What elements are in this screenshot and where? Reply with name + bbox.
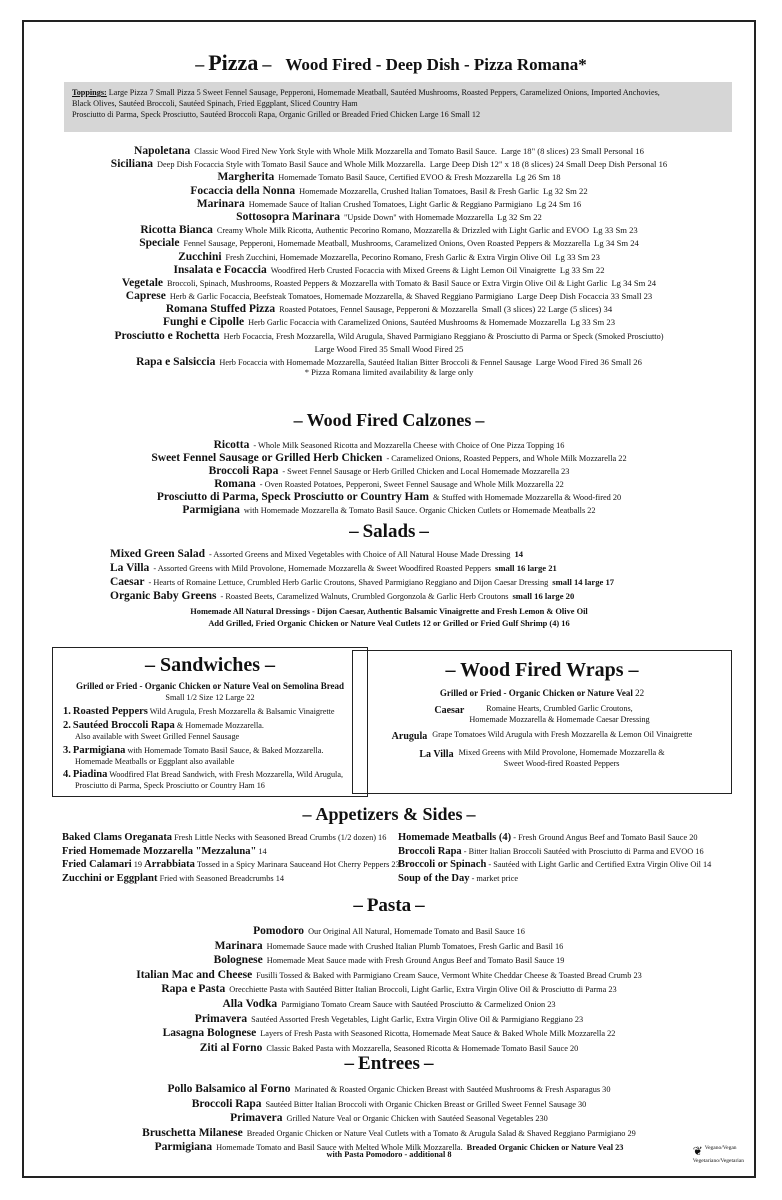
pizza-item-price: Small (3 slices) 22 Large (5 slices) 34 xyxy=(481,304,613,315)
salad-item-name: La Villa xyxy=(110,562,150,574)
salad-item xyxy=(110,588,744,602)
pasta-item xyxy=(24,949,754,967)
salad-item-name: Organic Baby Greens xyxy=(110,590,217,602)
sandwiches-heading: – Sandwiches – xyxy=(144,654,276,676)
sandwich-item-number: 2. xyxy=(63,720,71,732)
legend-vegetarian: Vegetariano/Vegetarian xyxy=(692,1157,744,1164)
pizza-item-desc: Herb Garlic Focaccia with Caramelized Onions, Sautéed Mushrooms & Homemade Mozzarella xyxy=(248,318,567,328)
pizza-item xyxy=(24,180,754,197)
appetizers-right-1-name: Broccoli Rapa xyxy=(398,845,462,857)
wrap-item-name: La Villa xyxy=(419,749,454,761)
wraps-box xyxy=(352,650,732,794)
appetizer-row xyxy=(62,831,402,845)
pizza-item-price: Large 18" (8 slices) 23 Small Personal 16 xyxy=(500,146,644,156)
salad-item-name: Mixed Green Salad xyxy=(110,548,205,560)
pasta-item-name: Primavera xyxy=(194,1012,248,1025)
calzone-list xyxy=(24,434,754,516)
sandwich-item-name: Sautéed Broccoli Rapa xyxy=(72,720,175,732)
pasta-item xyxy=(24,978,754,996)
sandwich-item-name: Parmigiana xyxy=(72,744,126,756)
wrap-item-desc2: Homemade Mozzarella & Homemade Caesar Dressing xyxy=(469,714,650,724)
entrees-heading: – Entrees – xyxy=(344,1053,434,1074)
sandwich-item-desc: Wild Arugula, Fresh Mozzarella & Balsamic Vinaigrette xyxy=(149,707,335,716)
pasta-item xyxy=(24,1008,754,1023)
sandwiches-title: Sandwiches xyxy=(159,654,261,676)
pasta-item-desc: Homemade Meat Sauce made with Fresh Ground Angus Beef and Tomato Basil Sauce 19 xyxy=(266,956,565,966)
entree-item xyxy=(24,1078,754,1093)
entree-item-desc: Homemade Tomato and Basil Sauce with Melted Whole Milk Mozzarella. xyxy=(216,1143,463,1153)
pizza-item-name: Rapa e Salsiccia xyxy=(136,356,216,368)
appetizers-heading: – Appetizers & Sides – xyxy=(302,804,476,824)
pasta-item xyxy=(24,920,754,935)
pizza-item-desc: Homemade Mozzarella, Crushed Italian Tomatoes, Basil & Fresh Garlic xyxy=(299,186,539,196)
pizza-item xyxy=(24,140,754,157)
salad-item-price: 14 xyxy=(514,549,524,559)
appetizers-left-2-desc: 19 xyxy=(133,860,143,870)
calzone-item-desc: with Homemade Mozzarella & Tomato Basil Sauce. Organic Chicken Cutlets or Homemade Meatballs 22 xyxy=(243,506,596,515)
salads-title: Salads xyxy=(362,521,416,542)
entree-item-name: Parmigiana xyxy=(154,1141,213,1154)
sandwich-item-desc2: Prosciutto di Parma, Speck Prosciutto or Country Ham 16 xyxy=(75,781,265,790)
wrap-item xyxy=(353,748,731,769)
appetizer-row xyxy=(62,845,402,859)
wrap-item-name: Arugula xyxy=(391,731,428,743)
pizza-item-desc: Homemade Sauce of Italian Crushed Tomatoes, Light Garlic & Reggiano Parmigiano xyxy=(248,199,533,209)
pasta-item-desc: Orecchiette Pasta with Sautéed Bitter Italian Broccoli, Light Garlic, Extra Virgin Olive Oil & Prosciutto di Parma 23 xyxy=(229,985,617,995)
entree-item-desc: Grilled Nature Veal or Organic Chicken with Sautéed Seasonal Vegetables 230 xyxy=(286,1114,548,1124)
entree-item-desc: Sautéed Bitter Italian Broccoli with Organic Chicken Breast or Grilled Sweet Fennel Sausage 30 xyxy=(265,1099,587,1109)
pizza-item-price: Lg 34 Sm 24 xyxy=(594,238,639,249)
appetizer-row xyxy=(62,858,402,872)
pizza-item xyxy=(24,325,754,342)
entrees-title: Entrees xyxy=(358,1053,420,1074)
appetizers-left-1-name: Fried Homemade Mozzarella "Mezzaluna" xyxy=(62,845,257,857)
calzone-item-name: Sweet Fennel Sausage or Grilled Herb Chicken xyxy=(151,452,383,464)
calzone-item xyxy=(24,460,754,477)
pizza-item-name: Focaccia della Nonna xyxy=(190,184,296,197)
salad-item-desc: - Assorted Greens with Mild Provolone, Homemade Mozzarella & Sweet Woodfired Roasted Peppers xyxy=(153,564,491,573)
pasta-item-name: Rapa e Pasta xyxy=(161,983,226,996)
salads-note-2: Add Grilled, Fried Organic Chicken or Nature Veal Cutlets 12 or Grilled or Fried Gulf Shrimp (4) 16 xyxy=(208,619,570,628)
side-row xyxy=(398,845,738,859)
pasta-item xyxy=(24,1022,754,1040)
salad-list xyxy=(110,546,744,602)
toppings-label: Toppings: xyxy=(72,88,107,97)
wrap-item-desc-block xyxy=(459,748,665,769)
sandwiches-subtitle: Grilled or Fried - Organic Chicken or Nature Veal on Semolina Bread xyxy=(75,681,345,691)
pizza-item-price: Lg 33 Sm 23 xyxy=(555,251,600,262)
toppings-line-3: Prosciutto di Parma, Speck Prosciutto, Sautéed Broccoli Rapa, Organic Grilled or Breaded Fried Chicken Large 16 Small 12 xyxy=(72,110,481,120)
pizza-item xyxy=(24,219,754,237)
sandwich-item-desc: with Homemade Tomato Basil Sauce, & Baked Mozzarella. xyxy=(127,745,324,755)
pasta-title: Pasta xyxy=(366,895,412,916)
pizza-item-name: Zucchini xyxy=(178,250,222,263)
entree-item-name: Bruschetta Milanese xyxy=(142,1126,243,1139)
pizza-item-price: Large Deep Dish 12" x 18 (8 slices) 24 Small Deep Dish Personal 16 xyxy=(429,159,668,170)
pasta-item-name: Pomodoro xyxy=(253,925,305,937)
pizza-item-name: Vegetale xyxy=(121,276,163,289)
pasta-item-desc: Parmigiano Tomato Cream Sauce with Sautéed Prosciutto & Carmelized Onion 23 xyxy=(281,999,556,1009)
calzone-item-desc: - Whole Milk Seasoned Ricotta and Mozzarella Cheese with Choice of One Pizza Topping 16 xyxy=(253,441,565,450)
salad-item-desc: - Roasted Beets, Caramelized Walnuts, Crumbled Gorgonzola & Garlic Herb Croutons xyxy=(220,592,509,601)
pizza-item xyxy=(24,311,754,329)
appetizers-left-2-name: Fried Calamari xyxy=(62,859,132,871)
diet-legend xyxy=(693,1145,744,1164)
pizza-item-desc: Fennel Sausage, Pepperoni, Homemade Meatball, Mushrooms, Caramelized Onions, Oven Roasted Peppers & Mozzarella xyxy=(183,239,591,249)
pizza-heading: – Pizza – Wood Fired - Deep Dish - Pizza Romana* xyxy=(195,50,587,75)
pizza-item-price: Large Deep Dish Focaccia 33 Small 23 xyxy=(517,291,653,302)
appetizers-left-0-name: Baked Clams Oreganata xyxy=(62,832,173,843)
sandwich-item xyxy=(63,705,359,718)
pasta-item xyxy=(24,993,754,1008)
pizza-item-desc: Homemade Tomato Basil Sauce, Certified EVOO & Fresh Mozzarella xyxy=(278,173,512,183)
pizza-title: Pizza xyxy=(208,50,259,75)
pizza-item-price: Lg 26 Sm 18 xyxy=(515,172,561,183)
pizza-item-name: Napoletana xyxy=(134,145,191,157)
pasta-item-name: Italian Mac and Cheese xyxy=(136,968,253,981)
entree-item xyxy=(24,1107,754,1125)
sandwich-item-desc2: Homemade Meatballs or Eggplant also available xyxy=(75,756,235,766)
side-row xyxy=(398,858,738,872)
appetizers-right-0-name: Homemade Meatballs (4) xyxy=(398,832,512,843)
pizza-item xyxy=(24,272,754,289)
pasta-item-name: Marinara xyxy=(214,939,263,952)
sandwich-item xyxy=(63,744,359,767)
pizza-item xyxy=(24,246,754,263)
sandwich-item-number: 3. xyxy=(63,744,71,756)
pizza-note: * Pizza Romana limited availability & large only xyxy=(304,367,474,378)
calzone-item-name: Prosciutto di Parma, Speck Prosciutto or Country Ham xyxy=(156,491,429,503)
calzone-item-desc: & Stuffed with Homemade Mozzarella & Wood-fired 20 xyxy=(432,493,622,502)
pizza-item-desc: Fresh Zucchini, Homemade Mozzarella, Pecorino Romano, Fresh Garlic & Extra Virgin Olive Oil xyxy=(225,252,552,262)
side-row xyxy=(398,831,738,845)
appetizers-left-1-desc: 14 xyxy=(258,846,267,856)
wraps-subtitle-row xyxy=(353,688,731,698)
calzone-item-name: Broccoli Rapa xyxy=(208,465,279,477)
sandwich-item-name: Piadina xyxy=(72,768,108,780)
wraps-subtitle: Grilled or Fried - Organic Chicken or Nature Veal xyxy=(439,688,633,698)
pizza-item-name: Siciliana xyxy=(110,158,153,171)
calzone-item-desc: - Oven Roasted Potatoes, Pepperoni, Sweet Fennel Sausage and Whole Milk Mozzarella 22 xyxy=(259,480,564,489)
pizza-item xyxy=(24,259,754,276)
appetizers-left-3-desc: Fried with Seasoned Breadcrumbs 14 xyxy=(159,873,285,883)
salad-item-desc: - Hearts of Romaine Lettuce, Crumbled Herb Garlic Croutons, Shaved Parmigiano Reggiano and Dijon Caesar Dressing xyxy=(148,578,549,587)
wrap-item-desc-block xyxy=(432,730,692,741)
toppings-line-1: Large Pizza 7 Small Pizza 5 Sweet Fennel Sausage, Pepperoni, Homemade Meatball, Sautéed Mushrooms, Roasted Peppers, Caramelized Onions, Imported Anchovies, xyxy=(108,88,660,97)
pizza-item-desc: Herb & Garlic Focaccia, Beefsteak Tomatoes, Homemade Mozzarella, & Shaved Reggiano Parmigiano xyxy=(169,292,514,302)
toppings-line-2: Black Olives, Sautéed Broccoli, Sautéed Spinach, Fried Eggplant, Sliced Country Ham xyxy=(72,99,358,109)
entree-item-name: Pollo Balsamico al Forno xyxy=(167,1083,291,1095)
calzones-title: Wood Fired Calzones xyxy=(306,410,472,430)
pizza-item-desc: Creamy Whole Milk Ricotta, Authentic Pecorino Romano, Mozzarella & Drizzled with Light Garlic and EVOO xyxy=(216,226,590,236)
salads-note-1: Homemade All Natural Dressings - Dijon Caesar, Authentic Balsamic Vinaigrette and Fresh Lemon & Olive Oil xyxy=(190,607,588,616)
appetizers-right-3-desc: - market price xyxy=(471,873,519,883)
pasta-item-desc: Classic Baked Pasta with Mozzarella, Seasoned Ricotta & Homemade Tomato Basil Sauce 20 xyxy=(266,1043,579,1053)
pizza-item-price: Lg 33 Sm 22 xyxy=(559,264,605,275)
pizza-item-name: Funghi e Cipolle xyxy=(163,316,245,329)
calzone-item-name: Parmigiana xyxy=(182,504,240,516)
sandwich-item-desc2: Also available with Sweet Grilled Fennel Sausage xyxy=(75,732,240,742)
entree-item-desc: Marinated & Roasted Organic Chicken Breast with Sautéed Mushrooms & Fresh Asparagus 30 xyxy=(294,1085,611,1094)
appetizers-right-2-name: Broccoli or Spinach xyxy=(398,859,487,871)
calzone-item xyxy=(24,434,754,451)
pizza-item xyxy=(24,285,754,303)
calzone-item-name: Ricotta xyxy=(213,439,250,451)
appetizers-right-0-desc: - Fresh Ground Angus Beef and Tomato Basil Sauce 20 xyxy=(513,833,698,842)
pizza-list xyxy=(24,140,754,378)
pasta-item-desc: Layers of Fresh Pasta with Seasoned Ricotta, Homemade Meat Sauce & Baked Whole Milk Mozzarella 22 xyxy=(260,1029,616,1039)
sandwich-item-desc: Woodfired Flat Bread Sandwich, with Fresh Mozzarella, Wild Arugula, xyxy=(109,769,344,779)
wraps-title: Wood Fired Wraps xyxy=(460,659,624,681)
salad-item-name: Caesar xyxy=(110,576,145,588)
pasta-item-name: Lasagna Bolognese xyxy=(162,1027,257,1040)
calzone-item-desc: - Sweet Fennel Sausage or Herb Grilled Chicken and Local Homemade Mozzarella 23 xyxy=(282,467,570,476)
pizza-item-name: Prosciutto e Rochetta xyxy=(114,329,220,342)
pizza-item-price: Lg 32 Sm 22 xyxy=(497,211,542,222)
wraps-subtitle-price: 22 xyxy=(635,688,645,698)
wrap-item xyxy=(353,704,731,725)
sandwich-item-number: 4. xyxy=(63,768,71,780)
appetizers-arrabbiata_name: Arrabbiata xyxy=(144,859,195,871)
entree-item xyxy=(24,1136,754,1154)
salad-item-price: small 16 large 20 xyxy=(512,591,575,601)
appetizers-left-3-name: Zucchini or Eggplant xyxy=(62,872,158,884)
wrap-list xyxy=(353,704,731,770)
appetizers-right xyxy=(398,831,738,886)
pizza-item-name: Romana Stuffed Pizza xyxy=(165,303,276,316)
pasta-item-name: Ziti al Forno xyxy=(199,1041,263,1054)
pasta-item-desc: Our Original All Natural, Homemade Tomato and Basil Sauce 16 xyxy=(308,927,525,936)
appetizers-title: Appetizers & Sides xyxy=(315,804,463,824)
entree-item-desc-bold: Breaded Organic Chicken or Nature Veal 23 xyxy=(466,1143,624,1153)
pizza-item-price: Lg 33 Sm 23 xyxy=(570,317,615,328)
salad-item-desc: - Assorted Greens and Mixed Vegetables with Choice of All Natural House Made Dressing xyxy=(208,550,511,559)
pizza-item xyxy=(24,206,754,223)
pizza-item xyxy=(24,153,754,171)
wrap-item-desc-block xyxy=(469,704,649,725)
leaf-icon: ❦ xyxy=(692,1143,703,1158)
pizza-item-desc: Broccoli, Spinach, Mushrooms, Roasted Peppers & Mozzarella with Tomato & Basil Sauce or Extra Virgin Olive Oil & Light Garlic xyxy=(167,278,608,288)
pizza-item-desc: Woodfired Herb Crusted Focaccia with Mixed Greens & Light Lemon Oil Vinaigrette xyxy=(270,265,556,275)
pizza-item-name: Margherita xyxy=(217,171,275,184)
wrap-item-desc: Mixed Greens with Mild Provolone, Homemade Mozzarella & xyxy=(458,748,665,758)
sandwiches-sizes: Small 1/2 Size 12 Large 22 xyxy=(165,693,255,702)
appetizers-right-1-desc: - Bitter Italian Broccoli Sautéed with Prosciutto di Parma and EVOO 16 xyxy=(463,846,704,856)
sandwich-item xyxy=(63,768,359,791)
appetizers-right-2-desc: - Sautéed with Light Garlic and Certified Extra Virgin Olive Oil 14 xyxy=(488,860,712,870)
entree-item-name: Broccoli Rapa xyxy=(191,1097,262,1110)
pizza-item-name: Sottosopra Marinara xyxy=(236,210,340,223)
pasta-item-name: Bolognese xyxy=(213,954,263,967)
pizza-item xyxy=(24,232,754,250)
pizza-item-desc: Herb Focaccia with Homemade Mozzarella, Sautéed Italian Bitter Broccoli & Fennel Sausage xyxy=(219,358,532,367)
salad-item xyxy=(110,546,744,560)
salad-item-price: small 16 large 21 xyxy=(494,563,557,573)
pizza-item-name: Marinara xyxy=(196,197,245,210)
pizza-item-desc: Herb Focaccia, Fresh Mozzarella, Wild Arugula, Shaved Parmigiano Reggiano & Prosciutto di Parma or Speck (Smoked Prosciutto) xyxy=(223,331,664,341)
wrap-item xyxy=(353,730,731,743)
sandwiches-box xyxy=(52,647,368,797)
pasta-item-desc: Sautéed Assorted Fresh Vegetables, Light Garlic, Extra Virgin Olive Oil & Parmigiano Reggiano 23 xyxy=(251,1014,584,1024)
pizza-item-name: Ricotta Bianca xyxy=(140,224,213,237)
menu-frame xyxy=(22,20,756,1178)
calzone-item xyxy=(24,447,754,464)
sandwich-item xyxy=(63,719,359,742)
entree-item-name: Primavera xyxy=(230,1112,283,1125)
pizza-item-price: Large Wood Fired 36 Small 26 xyxy=(535,357,642,367)
pizza-item-price: Lg 34 Sm 24 xyxy=(611,277,657,288)
salad-item xyxy=(110,574,744,588)
appetizers-left-0-desc: Fresh Little Necks with Seasoned Bread Crumbs (1/2 dozen) 16 xyxy=(174,833,387,842)
legend-vegan: Vegano/Vegan xyxy=(704,1144,737,1151)
pasta-item xyxy=(24,1037,754,1052)
sandwich-item-desc: & Homemade Mozzarella. xyxy=(176,721,264,731)
pasta-list xyxy=(24,920,754,1054)
entree-item xyxy=(24,1093,754,1108)
calzone-item xyxy=(24,473,754,490)
wraps-heading: – Wood Fired Wraps – xyxy=(445,659,639,681)
sandwich-item-name: Roasted Peppers xyxy=(72,706,148,717)
side-row xyxy=(398,872,738,886)
appetizers-left xyxy=(62,831,402,886)
pizza-item-desc: Deep Dish Focaccia Style with Tomato Basil Sauce and Whole Milk Mozzarella. xyxy=(156,160,426,170)
appetizers-arrabbiata_desc: Tossed in a Spicy Marinara Sauceand Hot Cherry Peppers 23 xyxy=(196,860,400,870)
calzone-item-desc: - Caramelized Onions, Roasted Peppers, and Whole Milk Mozzarella 22 xyxy=(386,454,627,463)
calzone-item xyxy=(24,499,754,516)
salads-heading: – Salads – xyxy=(349,521,429,542)
pizza-item-desc: Roasted Potatoes, Fennel Sausage, Pepperoni & Mozzarella xyxy=(279,305,478,315)
appetizer-row xyxy=(62,872,402,886)
pizza-item xyxy=(24,193,754,210)
entrees-pomodoro-note: with Pasta Pomodoro - additional 8 xyxy=(326,1150,452,1159)
pizza-item-desc: Classic Wood Fired New York Style with Whole Milk Mozzarella and Tomato Basil Sauce. xyxy=(194,147,497,156)
pizza-item-desc: "Upside Down" with Homemade Mozzarella xyxy=(343,212,494,222)
toppings-box xyxy=(64,82,732,132)
pizza-item xyxy=(24,351,754,368)
wrap-item-desc2: Sweet Wood-fired Roasted Peppers xyxy=(503,758,620,768)
pasta-item xyxy=(24,964,754,979)
pizza-item-price: Lg 32 Sm 22 xyxy=(542,185,588,196)
pizza-item-price: Lg 24 Sm 16 xyxy=(536,198,582,209)
pizza-subtitle: Wood Fired - Deep Dish - Pizza Romana* xyxy=(285,55,587,74)
entree-item-desc: Breaded Organic Chicken or Nature Veal Cutlets with a Tomato & Arugula Salad & Shaved Reggiano Parmigiano 29 xyxy=(246,1128,636,1138)
salad-item-price: small 14 large 17 xyxy=(552,577,615,587)
wrap-item-desc: Romaine Hearts, Crumbled Garlic Croutons, xyxy=(486,704,633,713)
pasta-item-desc: Fusilli Tossed & Baked with Parmigiano Cream Sauce, Vermont White Cheddar Cheese & Toasted Bread Crumb 23 xyxy=(256,970,642,980)
pasta-item xyxy=(24,935,754,950)
pizza-item-name: Caprese xyxy=(125,290,166,303)
pizza-item-price: Lg 33 Sm 23 xyxy=(593,225,638,236)
calzone-item-name: Romana xyxy=(214,478,256,490)
pasta-item-name: Alla Vodka xyxy=(222,997,278,1010)
sandwich-item-number: 1. xyxy=(63,706,71,717)
pizza-item-name: Speciale xyxy=(139,237,180,250)
calzone-item xyxy=(24,486,754,503)
wrap-item-name: Caesar xyxy=(434,705,465,716)
pasta-heading: – Pasta – xyxy=(353,895,425,916)
wrap-item-desc: Grape Tomatoes Wild Arugula with Fresh Mozzarella & Lemon Oil Vinaigrette xyxy=(432,730,693,740)
entree-list xyxy=(24,1078,754,1154)
calzones-heading: – Wood Fired Calzones – xyxy=(293,410,485,430)
salad-item xyxy=(110,560,744,574)
pizza-item-price: Large Wood Fired 35 Small Wood Fired 25 xyxy=(314,343,464,354)
pasta-item-desc: Homemade Sauce made with Crushed Italian Plumb Tomatoes, Fresh Garlic and Basil 16 xyxy=(266,941,564,951)
entree-item xyxy=(24,1122,754,1137)
pizza-item-name: Insalata e Focaccia xyxy=(173,263,267,276)
sandwich-list xyxy=(53,702,367,791)
appetizers-right-3-name: Soup of the Day xyxy=(398,872,470,884)
